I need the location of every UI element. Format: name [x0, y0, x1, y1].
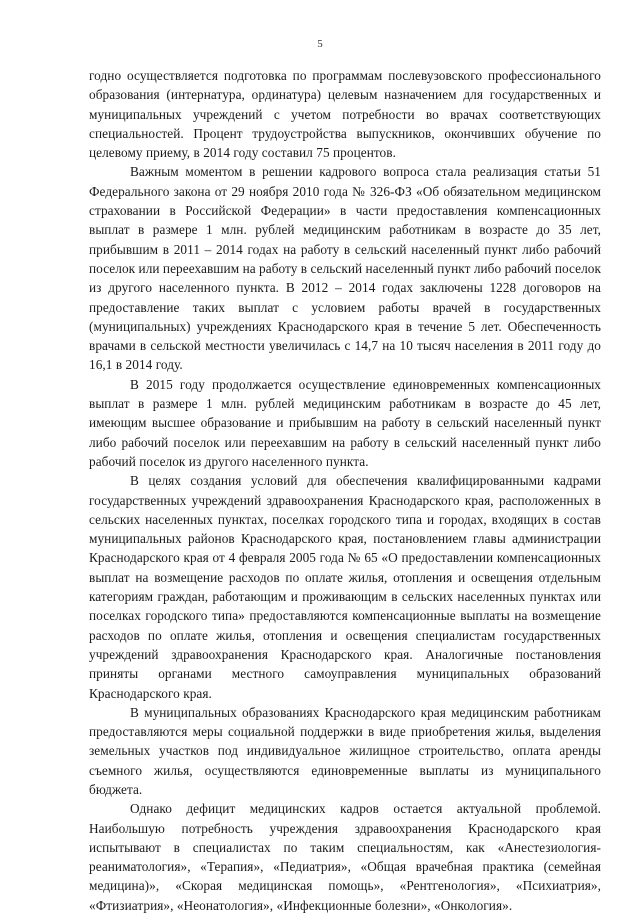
paragraph-1: годно осуществляется подготовка по программам послевузовского профессионального образования (интернатура, ординатура) целевым назначением для государственных и муниципальных учреждений с учетом потребности во врачах соответствующих специальностей. Процент трудоустройства выпускников, окончивших обучение по целевому приему, в 2014 году составил 75 процентов.	[89, 68, 601, 161]
paragraph-5: В муниципальных образованиях Краснодарского края медицинским работникам предоставляются меры социальной поддержки в виде приобретения жилья, выделения земельных участков под индивидуальное жилищное строительство, оплата аренды съемного жилья, осуществляются единовременные выплаты из муниципального бюджета.	[89, 704, 601, 797]
page-number: 5	[317, 38, 323, 50]
paragraph-6: Однако дефицит медицинских кадров остается актуальной проблемой. Наибольшую потребность учреждения здравоохранения Краснодарского края испытывают в специалистах по таким специальностям, как «Анестезиология-реаниматология», «Терапия», «Педиатрия», «Общая врачебная практика (семейная медицина)», «Скорая медицинская помощь», «Рентгенология», «Психиатрия», «Фтизиатрия», «Неонатология», «Инфекционные болезни», «Онкология».	[89, 801, 601, 913]
paragraph-2: Важным моментом в решении кадрового вопроса стала реализация статьи 51 Федерального закона от 29 ноября 2010 года № 326-ФЗ «Об обязательном медицинском страховании в Российской Федерации» в части предоставления компенсационных выплат в размере 1 млн. рублей медицинским работникам в возрасте до 35 лет, прибывшим в 2011 – 2014 годах на работу в сельский населенный пункт либо рабочий поселок или переехавшим на работу в сельский населенный пункт либо рабочий поселок из другого населенного пункта. В 2012 – 2014 годах заключены 1228 договоров на предоставление таких выплат с условием работы врачей в государственных (муниципальных) учреждениях Краснодарского края в течение 5 лет. Обеспеченность врачами в сельской местности увеличилась с 14,7 на 10 тысяч населения в 2011 году до 16,1 в 2014 году.	[89, 164, 601, 373]
paragraph-3: В 2015 году продолжается осуществление единовременных компенсационных выплат в размере 1 млн. рублей медицинским работникам в возрасте до 45 лет, имеющим высшее образование и прибывшим на работу в сельский населенный пункт либо рабочий поселок или переехавшим на работу в сельский населенный пункт либо рабочий поселок из другого населенного пункта.	[89, 376, 601, 469]
document-body	[89, 66, 601, 915]
paragraph-4: В целях создания условий для обеспечения квалифицированными кадрами государственных учреждений здравоохранения Краснодарского края, расположенных в сельских населенных пунктах, поселках городского типа и городах, входящих в состав муниципальных районов Краснодарского края, постановлением главы администрации Краснодарского края от 4 февраля 2005 года № 65 «О предоставлении компенсационных выплат на возмещение расходов по оплате жилья, отопления и освещения отдельным категориям граждан, работающим и проживающим в сельских населенных пунктах или поселках городского типа» предоставляются компенсационные выплаты на возмещение расходов по оплате жилья, отопления и освещения специалистам государственных учреждений здравоохранения Краснодарского края. Аналогичные постановления приняты органами местного самоуправления муниципальных образований Краснодарского края.	[89, 473, 601, 701]
